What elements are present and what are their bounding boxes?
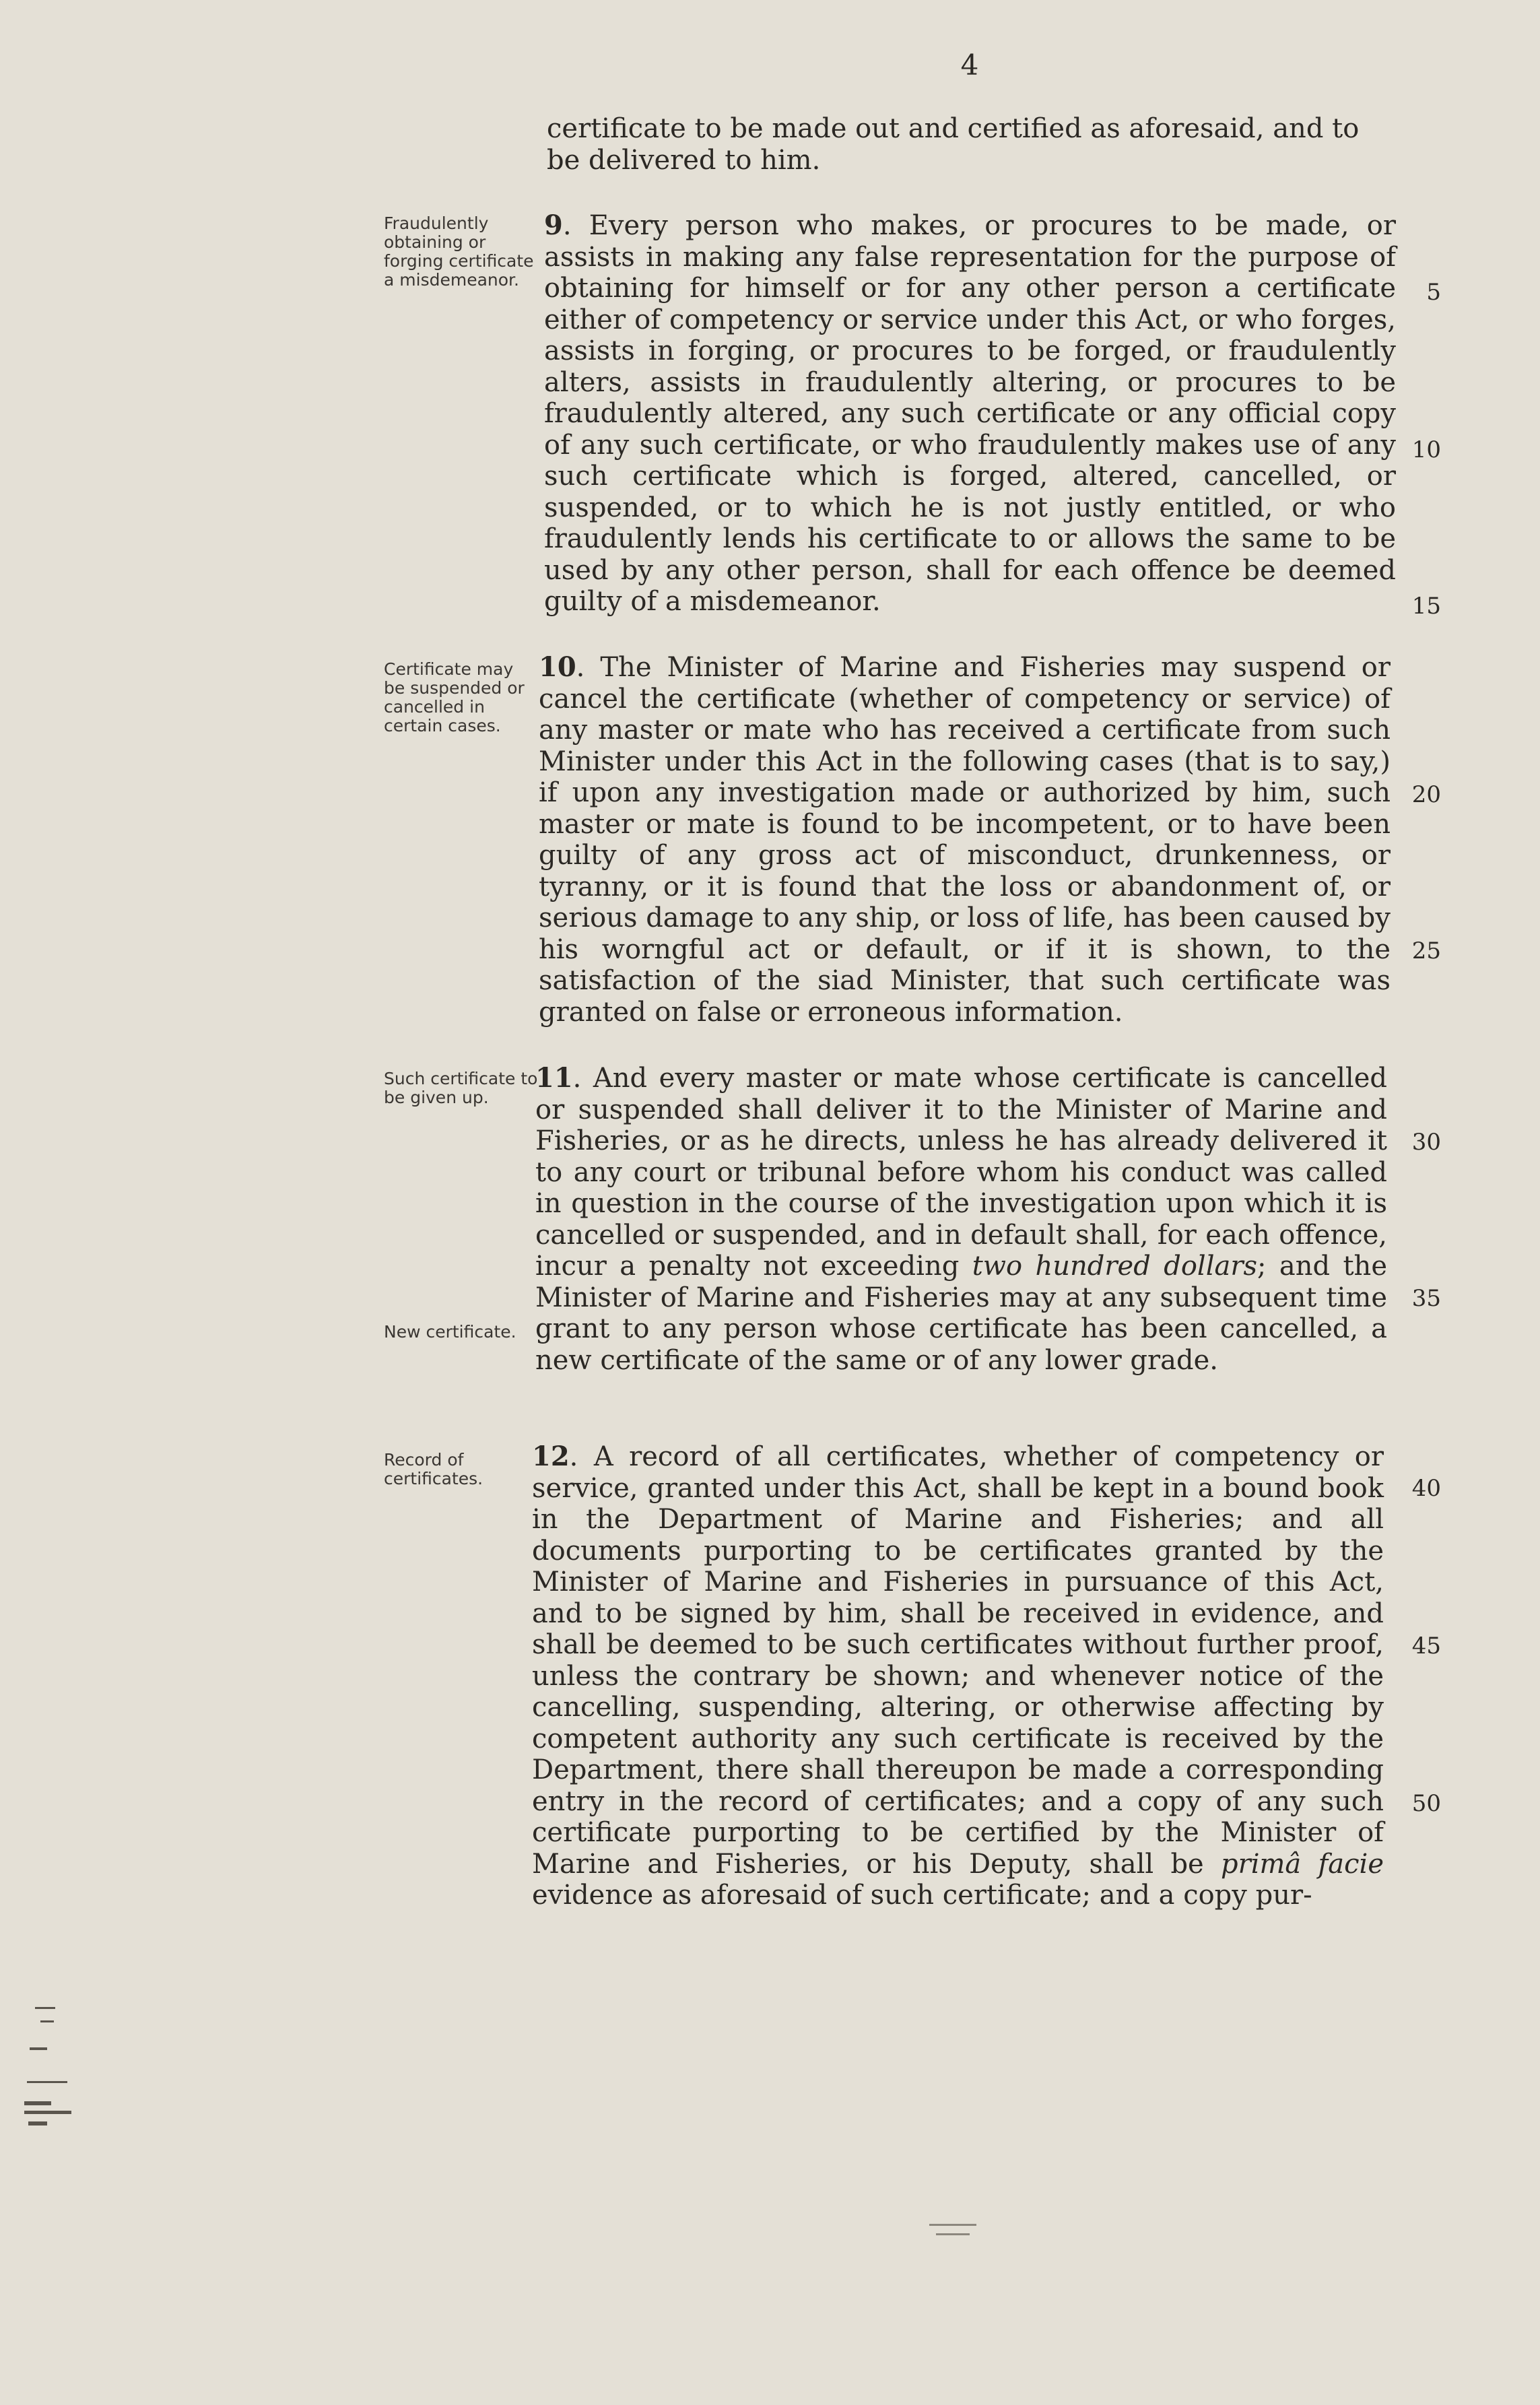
line-number: 35	[1411, 1285, 1441, 1312]
section-number: 11	[535, 1062, 573, 1094]
paper-speck	[28, 2121, 47, 2126]
paper-speck	[27, 2081, 67, 2083]
section-body: 10. The Minister of Marine and Fisheries may suspend or cancel the certificate (whether of competency or service) of any master or mate who has received a certificate from such Minister under this Act in the following cases (that is to say,) if upon any investigation made or authorized by him, such master or mate is found to be incompetent, or to have been guilty of any gross act of misconduct, drunkenness, or tyranny, or it is found that the loss or abandonment of, or serious damage to any ship, or loss of life, has been caused by his worngful act or default, or if it is shown, to the satisfaction of the siad Minister, that such certificate was granted on false or erroneous information.	[539, 651, 1391, 1028]
line-number: 25	[1411, 937, 1441, 964]
paper-speck	[30, 2047, 47, 2050]
section-text: The Minister of Marine and Fisheries may suspend or cancel the certificate (whether of competency or service) of any master or mate who has received a certificate from such Minister under this Act in the following cases (that is to say,) if upon any investigation made or authorized by him, such master or mate is found to be incompetent, or to have been guilty of any gross act of misconduct, drunkenness, or tyranny, or it is found that the loss or abandonment of, or serious damage to any ship, or loss of life, has been caused by his worngful act or default, or if it is shown, to the satisfaction of the siad Minister, that such certificate was granted on false or erroneous information.	[539, 652, 1391, 1028]
section-text-a: A record of all certificates, whether of competency or service, granted under this Act, shall be kept in a bound book in the Department of Marine and Fisheries; and all documents purporting to be certificates granted by the Minister of Marine and Fisheries in pursuance of this Act, and to be signed by him, shall be received in evidence, and shall be deemed to be such certificates without further proof, unless the contrary be shown; and whenever notice of the cancelling, suspending, altering, or otherwise affecting by competent authority any such certificate is received by the Department, there shall thereupon be made a corresponding entry in the record of certificates; and a copy of any such certificate purporting to be certified by the Minister of Marine and Fisheries, or his Deputy, shall be	[532, 1441, 1384, 1880]
margin-note: Record of certificates.	[384, 1450, 483, 1488]
section-text-a: And every master or mate whose certificate is cancelled or suspended shall deliver it to the Minister of Marine and Fisheries, or as he directs, unless he has already delivered it to any court or tribunal before whom his conduct was called in question in the course of the investigation upon which it is cancelled or suspended, and in default shall, for each offence, incur a penalty not exceeding	[535, 1063, 1387, 1282]
paper-speck	[40, 2020, 54, 2022]
section-text-italic: primâ facie	[1220, 1848, 1384, 1880]
section-number: 9	[544, 209, 563, 241]
line-number: 30	[1411, 1129, 1441, 1156]
paper-speck	[936, 2233, 970, 2235]
line-number: 20	[1411, 781, 1441, 808]
line-number: 40	[1411, 1475, 1441, 1502]
line-number: 5	[1426, 279, 1441, 306]
section-text: Every person who makes, or procures to be made, or assists in making any false representation for the purpose of obtaining for himself or for any other person a certificate either of competency or service under this Act, or who forges, assists in forging, or procures to be forged, or fraudulently alters, assists in fraudulently altering, or procures to be fraudulently altered, any such certificate or any official copy of any such certificate, or who fraudulently makes use of any such certificate which is forged, altered, cancelled, or suspended, or to which he is not justly entitled, or who fraudulently lends his certificate to or allows the same to be used by any other person, shall for each offence be deemed guilty of a misdemeanor.	[544, 210, 1396, 617]
section-text-b: ; and the Minister of Marine and Fisheries may at any subsequent time grant to any person whose certificate has been cancelled, a new certificate of the same or of any lower grade.	[535, 1251, 1387, 1376]
paper-speck	[24, 2101, 51, 2105]
section-number: 12	[532, 1441, 570, 1472]
margin-note: Fraudulently obtaining or forging certificate a misdemeanor.	[384, 213, 534, 290]
section-text-italic: two hundred dollars	[972, 1251, 1257, 1282]
margin-note-new-certificate: New certificate.	[384, 1322, 516, 1342]
section-number: 10	[539, 651, 576, 683]
section-body: 9. Every person who makes, or procures to be made, or assists in making any false representation for the purpose of obtaining for himself or for any other person a certificate either of competency or service under this Act, or who forges, assists in forging, or procures to be forged, or fraudulently alters, assists in fraudulently altering, or procures to be fraudulently altered, any such certificate or any official copy of any such certificate, or who fraudulently makes use of any such certificate which is forged, altered, cancelled, or suspended, or to which he is not justly entitled, or who fraudulently lends his certificate to or allows the same to be used by any other person, shall for each offence be deemed guilty of a misdemeanor.	[544, 209, 1396, 617]
line-number: 45	[1411, 1633, 1441, 1659]
line-number: 15	[1411, 593, 1441, 620]
paper-speck	[35, 2007, 55, 2009]
paper-speck	[24, 2111, 71, 2114]
margin-note: Such certificate to be given up.	[384, 1069, 538, 1107]
line-number: 10	[1411, 436, 1441, 463]
section-body: 12. A record of all certificates, whether of competency or service, granted under this Act, shall be kept in a bound book in the Department of Marine and Fisheries; and all documents purporting to be certificates granted by the Minister of Marine and Fisheries in pursuance of this Act, and to be signed by him, shall be received in evidence, and shall be deemed to be such certificates without further proof, unless the contrary be shown; and whenever notice of the cancelling, suspending, altering, or otherwise affecting by competent authority any such certificate is received by the Department, there shall thereupon be made a corresponding entry in the record of certificates; and a copy of any such certificate purporting to be certified by the Minister of Marine and Fisheries, or his Deputy, shall be primâ facie evidence as aforesaid of such certificate; and a copy pur-	[532, 1441, 1384, 1911]
section-body: 11. And every master or mate whose certificate is cancelled or suspended shall deliver it to the Minister of Marine and Fisheries, or as he directs, unless he has already delivered it to any court or tribunal before whom his conduct was called in question in the course of the investigation upon which it is cancelled or suspended, and in default shall, for each offence, incur a penalty not exceeding two hundred dollars; and the Minister of Marine and Fisheries may at any subsequent time grant to any person whose certificate has been cancelled, a new certificate of the same or of any lower grade.	[535, 1062, 1387, 1376]
page-number: 4	[960, 48, 979, 81]
margin-note: Certificate may be suspended or cancelled in certain cases.	[384, 659, 525, 735]
section-text-b: evidence as aforesaid of such certificate; and a copy pur-	[532, 1880, 1312, 1911]
continuation-text: certificate to be made out and certified as aforesaid, and to be delivered to him.	[547, 113, 1360, 176]
paper-speck	[929, 2224, 976, 2226]
line-number: 50	[1411, 1790, 1441, 1817]
